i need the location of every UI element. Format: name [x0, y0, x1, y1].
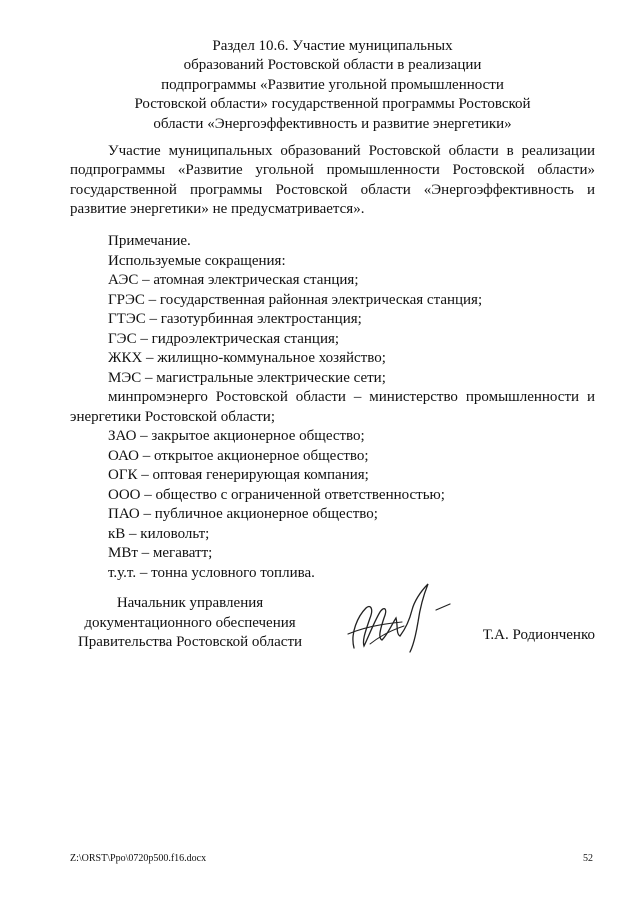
position-line: Правительства Ростовской области [77, 634, 303, 650]
page-number: 52 [583, 853, 593, 864]
abbreviation-item: ОАО – открытое акционерное общество; [108, 447, 369, 464]
position-line: Начальник управления [116, 595, 264, 611]
abbreviation-item: ООО – общество с ограниченной ответственностью; [108, 486, 445, 503]
paragraph-line: подпрограммы «Развитие угольной промышленности Ростовской области» [70, 162, 595, 179]
signatory-name: Т.А. Родионченко [482, 627, 595, 643]
section-title-line: Раздел 10.6. Участие муниципальных [212, 38, 453, 54]
note-intro: Используемые сокращения: [108, 252, 286, 269]
section-title-line: области «Энергоэффективность и развитие энергетики» [153, 115, 512, 132]
abbreviations-note [70, 232, 595, 583]
paragraph-line: Участие муниципальных образований Ростовской области в реализации [108, 143, 595, 159]
section-title-line: подпрограммы «Развитие угольной промышленности [161, 76, 504, 93]
abbreviation-item: АЭС – атомная электрическая станция; [108, 272, 359, 288]
note-heading: Примечание. [108, 233, 191, 249]
abbreviation-item: МЭС – магистральные электрические сети; [108, 369, 386, 386]
abbreviation-item: ЗАО – закрытое акционерное общество; [108, 428, 365, 444]
abbreviation-item: МВт – мегаватт; [108, 545, 213, 561]
abbreviation-item: т.у.т. – тонна условного топлива. [108, 564, 315, 581]
abbreviation-item: минпромэнерго Ростовской области – министерство промышленности и [108, 389, 595, 405]
abbreviation-item-continued: энергетики Ростовской области; [70, 408, 276, 425]
abbreviation-item: кВ – киловольт; [108, 525, 210, 542]
section-title [60, 37, 605, 134]
signatory-position [70, 594, 310, 653]
abbreviation-item: ГЭС – гидроэлектрическая станция; [108, 330, 340, 347]
abbreviation-item: ГТЭС – газотурбинная электростанция; [108, 311, 362, 327]
paragraph-line: развитие энергетики» не предусматривается». [70, 201, 365, 218]
position-line: документационного обеспечения [84, 614, 296, 631]
abbreviation-item: ОГК – оптовая генерирующая компания; [108, 467, 369, 483]
body-paragraph [70, 142, 595, 220]
handwritten-signature-icon [340, 578, 455, 658]
footer-file-path: Z:\ORST\Ppo\0720p500.f16.docx [70, 853, 207, 864]
paragraph-line: государственной программы Ростовской области «Энергоэффективность и [70, 181, 595, 198]
abbreviation-item: ГРЭС – государственная районная электрическая станция; [108, 291, 483, 308]
abbreviation-item: ЖКХ – жилищно-коммунальное хозяйство; [108, 350, 386, 366]
section-title-line: Ростовской области» государственной программы Ростовской [134, 96, 531, 113]
section-title-line: образований Ростовской области в реализации [183, 57, 482, 74]
abbreviation-item: ПАО – публичное акционерное общество; [108, 506, 378, 522]
